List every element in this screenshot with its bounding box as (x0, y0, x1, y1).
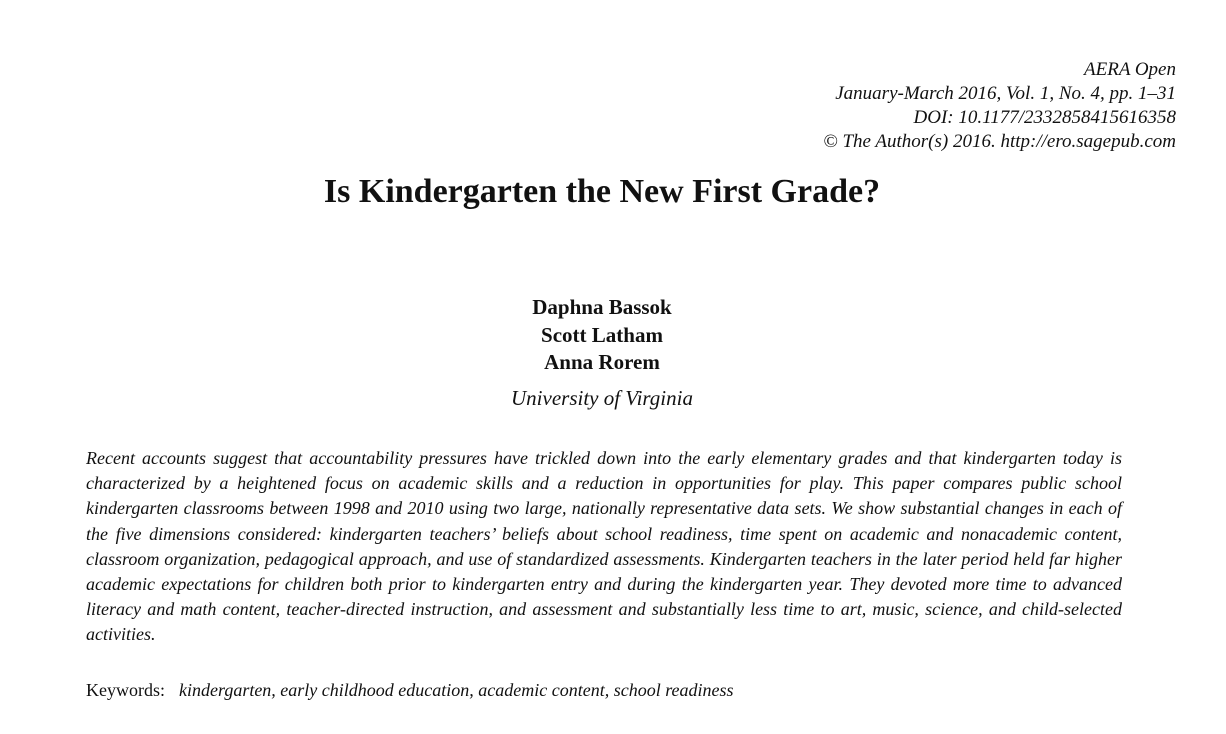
author-name: Anna Rorem (544, 350, 660, 374)
journal-copyright: © The Author(s) 2016. http://ero.sagepub.com (823, 131, 1176, 152)
keywords-line (86, 678, 734, 703)
author-name: Daphna Bassok (532, 295, 672, 319)
paper-title: Is Kindergarten the New First Grade? (323, 173, 881, 210)
journal-issue: January-March 2016, Vol. 1, No. 4, pp. 1–31 (835, 83, 1176, 104)
journal-name: AERA Open (1084, 59, 1176, 80)
journal-meta (823, 58, 1176, 154)
keywords-list: kindergarten, early childhood education, academic content, school readiness (179, 680, 734, 700)
abstract-text: Recent accounts suggest that accountability pressures have trickled down into the early elementary grades and that kindergarten today is characterized by a heightened focus on academic skills and a reduction in opportunities for play. This paper compares public school kindergarten classrooms between 1998 and 2010 using two large, nationally representative data sets. We show substantial changes in each of the five dimensions considered: kindergarten teachers’ beliefs about school readiness, time spent on academic and nonacademic content, classroom organization, pedagogical approach, and use of standardized assessments. Kindergarten teachers in the later period held far higher academic expectations for children both prior to kindergarten entry and during the kindergarten year. They devoted more time to advanced literacy and math content, teacher-directed instruction, and assessment and substantially less time to art, music, science, and child-selected activities. (86, 448, 1122, 645)
journal-doi: DOI: 10.1177/2332858415616358 (913, 107, 1176, 128)
keywords-label: Keywords: (86, 680, 165, 700)
author-list (0, 294, 1204, 377)
author-name: Scott Latham (541, 322, 663, 347)
author-affiliation: University of Virginia (511, 386, 693, 410)
